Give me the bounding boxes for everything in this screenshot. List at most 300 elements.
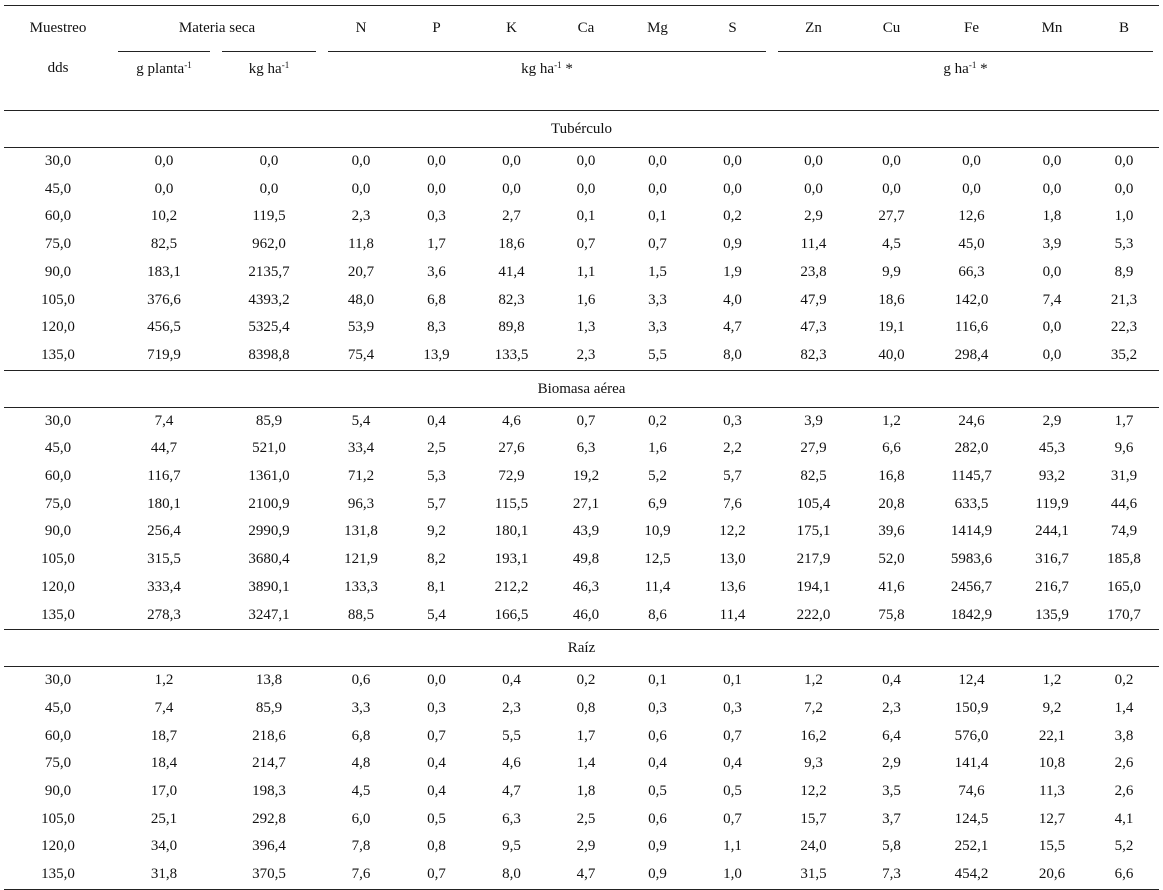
- table-cell: 5,3: [1114, 236, 1134, 253]
- table-cell: 2,3: [576, 346, 596, 363]
- table-cell: 150,9: [954, 699, 989, 716]
- table-cell: 0,0: [648, 153, 667, 169]
- table-cell: 119,5: [252, 208, 286, 225]
- table-cell: 521,0: [252, 440, 286, 457]
- table-cell: 0,7: [723, 810, 742, 827]
- table-cell: 298,4: [954, 346, 989, 363]
- table-cell: 105,0: [41, 810, 75, 827]
- table-cell: 2,9: [882, 755, 901, 772]
- table-cell: 1,6: [648, 440, 667, 457]
- table-cell: 2,9: [1042, 412, 1062, 429]
- table-row: [4, 463, 1159, 491]
- table-cell: 1414,9: [950, 523, 993, 540]
- table-cell: 10,9: [644, 523, 671, 540]
- table-cell: 46,3: [572, 578, 600, 595]
- table-cell: 0,0: [1042, 180, 1062, 197]
- table-cell: 46,0: [572, 606, 600, 623]
- table-cell: 120,0: [41, 578, 75, 595]
- table-cell: 1,8: [1042, 208, 1062, 225]
- table-cell: 105,0: [41, 291, 75, 308]
- table-cell: 0,4: [502, 672, 521, 689]
- table-cell: 19,2: [572, 468, 600, 485]
- table-cell: 0,2: [1114, 672, 1134, 689]
- table-cell: 962,0: [252, 236, 286, 253]
- table-cell: 16,8: [878, 468, 905, 485]
- table-cell: 142,0: [954, 291, 989, 308]
- table-cell: 82,5: [800, 468, 827, 485]
- table-cell: 6,8: [427, 291, 446, 308]
- header-ca: Ca: [550, 6, 622, 51]
- table-row: [4, 342, 1159, 370]
- table-cell: 1,6: [576, 291, 596, 308]
- table-cell: 2,9: [576, 838, 596, 855]
- table-cell: 24,0: [800, 838, 827, 855]
- table-cell: 3,3: [648, 319, 667, 336]
- table-cell: 0,0: [804, 153, 823, 169]
- table-cell: 49,8: [572, 551, 600, 568]
- table-cell: 74,9: [1110, 523, 1138, 540]
- table-cell: 8,1: [427, 578, 446, 595]
- table-cell: 33,4: [347, 440, 375, 457]
- table-row: [4, 407, 1159, 435]
- table-row: [4, 287, 1159, 315]
- table-row: [4, 546, 1159, 574]
- table-cell: 24,6: [958, 412, 985, 429]
- table-cell: 214,7: [252, 755, 286, 772]
- table-cell: 2,6: [1114, 783, 1134, 800]
- table-cell: 133,5: [494, 346, 529, 363]
- table-cell: 11,4: [644, 578, 671, 595]
- table-cell: 18,6: [498, 236, 525, 253]
- header-gap: [4, 86, 1159, 111]
- table-cell: 0,9: [648, 838, 667, 855]
- table-row: [4, 861, 1159, 889]
- table-cell: 3680,4: [248, 551, 290, 568]
- table-cell: 9,6: [1114, 440, 1134, 457]
- table-cell: 4393,2: [248, 291, 290, 308]
- header-b: B: [1089, 6, 1159, 51]
- table-row: [4, 695, 1159, 723]
- table-cell: 6,8: [351, 727, 371, 744]
- table-cell: 0,0: [882, 180, 901, 197]
- table-cell: 180,1: [494, 523, 529, 540]
- section-title: Biomasa aérea: [4, 370, 1159, 407]
- table-cell: 9,2: [1042, 699, 1062, 716]
- table-cell: 6,9: [648, 495, 667, 512]
- table-cell: 0,0: [502, 153, 521, 169]
- table-cell: 0,0: [723, 153, 742, 169]
- table-cell: 633,5: [954, 495, 989, 512]
- table-cell: 454,2: [928, 861, 1015, 889]
- table-cell: 12,5: [644, 551, 671, 568]
- table-cell: 175,1: [796, 523, 831, 540]
- header-fe: Fe: [928, 6, 1015, 51]
- table-cell: 0,9: [622, 861, 693, 889]
- table-cell: 0,3: [723, 412, 742, 429]
- table-cell: 31,5: [772, 861, 855, 889]
- table-cell: 47,9: [800, 291, 827, 308]
- table-cell: 1,0: [1114, 208, 1134, 225]
- header-n: N: [322, 6, 400, 51]
- table-row: [4, 806, 1159, 834]
- table-cell: 8,6: [648, 606, 667, 623]
- table-cell: 4,7: [723, 319, 742, 336]
- table-cell: 0,0: [576, 180, 596, 197]
- table-cell: 21,3: [1110, 291, 1138, 308]
- table-cell: 30,0: [44, 153, 72, 169]
- table-cell: 576,0: [954, 727, 989, 744]
- header-dds: dds: [47, 60, 69, 76]
- table-cell: 212,2: [494, 578, 529, 595]
- table-cell: 216,7: [1035, 578, 1069, 595]
- table-cell: 8,0: [723, 346, 742, 363]
- table-cell: 0,0: [723, 180, 742, 197]
- table-cell: 0,8: [427, 838, 446, 855]
- table-cell: 0,2: [648, 412, 667, 429]
- table-cell: 1,1: [576, 263, 596, 280]
- table-cell: 12,2: [800, 783, 827, 800]
- table-cell: 45,0: [44, 440, 72, 457]
- table-cell: 0,4: [723, 755, 742, 772]
- table-cell: 8,3: [427, 319, 446, 336]
- table-cell: 31,8: [112, 861, 216, 889]
- table-cell: 11,4: [800, 236, 827, 253]
- table-cell: 10,2: [150, 208, 178, 225]
- table-cell: 183,1: [147, 263, 181, 280]
- table-cell: 0,0: [1042, 153, 1062, 169]
- table-cell: 1,2: [882, 412, 901, 429]
- table-cell: 48,0: [347, 291, 375, 308]
- section-header: [4, 111, 1159, 148]
- table-cell: 7,4: [154, 699, 174, 716]
- table-cell: 0,7: [576, 412, 596, 429]
- table-cell: 222,0: [796, 606, 831, 623]
- table-cell: 0,0: [427, 672, 446, 689]
- table-cell: 88,5: [347, 606, 375, 623]
- table-cell: 370,5: [216, 861, 322, 889]
- table-cell: 1145,7: [951, 468, 992, 485]
- table-cell: 1,7: [576, 727, 596, 744]
- header-kg-ha: kg $ha^{-1}$: [216, 50, 322, 86]
- table-cell: 52,0: [878, 551, 905, 568]
- table-cell: 7,6: [322, 861, 400, 889]
- header-row-2: [4, 50, 1159, 86]
- table-cell: 8,0: [473, 861, 550, 889]
- table-cell: 18,7: [150, 727, 178, 744]
- header-materia-seca: Materia seca: [112, 6, 322, 51]
- table-cell: 282,0: [954, 440, 989, 457]
- table-cell: 0,6: [351, 672, 371, 689]
- table-cell: 119,9: [1035, 495, 1069, 512]
- table-cell: 7,8: [351, 838, 371, 855]
- table-cell: 27,1: [572, 495, 600, 512]
- table-cell: 30,0: [44, 672, 72, 689]
- table-cell: 0,0: [882, 153, 901, 169]
- header-mn: Mn: [1015, 6, 1089, 51]
- table-cell: 0,0: [1042, 319, 1062, 336]
- table-cell: 4,0: [723, 291, 742, 308]
- table-cell: 1,2: [154, 672, 174, 689]
- table-row: [4, 231, 1159, 259]
- table-cell: 2456,7: [950, 578, 993, 595]
- table-cell: 19,1: [878, 319, 905, 336]
- table-cell: 5,3: [427, 468, 446, 485]
- table-cell: 0,5: [648, 783, 667, 800]
- table-cell: 0,0: [154, 180, 174, 197]
- table-cell: 0,1: [648, 208, 667, 225]
- table-cell: 456,5: [147, 319, 181, 336]
- table-cell: 35,2: [1110, 346, 1138, 363]
- table-cell: 165,0: [1107, 578, 1141, 595]
- table-cell: 5,2: [648, 468, 667, 485]
- table-cell: 135,9: [1035, 606, 1069, 623]
- table-cell: 135,0: [41, 346, 75, 363]
- table-cell: 0,2: [723, 208, 742, 225]
- header-cu: Cu: [855, 6, 928, 51]
- table-cell: 0,7: [576, 236, 596, 253]
- table-cell: 0,3: [427, 208, 446, 225]
- table-cell: 0,8: [576, 699, 596, 716]
- section-header: [4, 630, 1159, 667]
- table-cell: 9,9: [882, 263, 901, 280]
- table-cell: 3,7: [882, 810, 901, 827]
- table-cell: 3890,1: [248, 578, 290, 595]
- table-cell: 90,0: [44, 263, 72, 280]
- table-cell: 85,9: [255, 699, 283, 716]
- table-cell: 82,3: [498, 291, 525, 308]
- table-cell: 131,8: [344, 523, 378, 540]
- table-cell: 75,0: [44, 755, 72, 772]
- table-cell: 193,1: [494, 551, 529, 568]
- table-cell: 6,6: [1089, 861, 1159, 889]
- table-cell: 2,9: [804, 208, 823, 225]
- table-cell: 96,3: [347, 495, 375, 512]
- table-cell: 6,3: [576, 440, 596, 457]
- table-row: [4, 723, 1159, 751]
- table-cell: 116,6: [954, 319, 989, 336]
- nutrient-table: [4, 5, 1159, 890]
- table-cell: 170,7: [1107, 606, 1141, 623]
- table-cell: 15,5: [1038, 838, 1066, 855]
- table-cell: 30,0: [44, 412, 72, 429]
- table-cell: 27,9: [800, 440, 827, 457]
- table-cell: 9,5: [502, 838, 521, 855]
- table-cell: 5,8: [882, 838, 901, 855]
- table-cell: 15,7: [800, 810, 827, 827]
- table-cell: 20,7: [347, 263, 375, 280]
- table-cell: 6,3: [502, 810, 521, 827]
- table-cell: 45,0: [44, 699, 72, 716]
- header-g-planta: g planta$^{-1}$: [112, 50, 216, 86]
- table-cell: 0,1: [576, 208, 596, 225]
- header-muestreo: Muestreo: [4, 6, 112, 51]
- table-cell: 0,3: [723, 699, 742, 716]
- header-unit-micro: g $ha^{-1}$ *: [772, 50, 1159, 86]
- table-cell: 60,0: [44, 468, 72, 485]
- table-cell: 0,4: [427, 755, 446, 772]
- table-cell: 89,8: [498, 319, 525, 336]
- table-cell: 44,6: [1110, 495, 1138, 512]
- table-cell: 3,3: [648, 291, 667, 308]
- table-cell: 396,4: [252, 838, 286, 855]
- table-cell: 5,7: [723, 468, 742, 485]
- section-title: Raíz: [4, 630, 1159, 667]
- table-cell: 44,7: [150, 440, 178, 457]
- table-cell: 75,8: [878, 606, 905, 623]
- table-cell: 2135,7: [248, 263, 290, 280]
- table-cell: 20,8: [878, 495, 905, 512]
- table-cell: 71,2: [347, 468, 375, 485]
- table-cell: 121,9: [344, 551, 378, 568]
- table-cell: 0,0: [1042, 346, 1062, 363]
- table-cell: 18,4: [150, 755, 178, 772]
- table-cell: 0,5: [723, 783, 742, 800]
- table-cell: 8398,8: [248, 346, 290, 363]
- table-cell: 47,3: [800, 319, 827, 336]
- header-k: K: [473, 6, 550, 51]
- table-cell: 0,0: [154, 153, 174, 169]
- table-cell: 1,4: [576, 755, 596, 772]
- table-cell: 0,0: [1042, 263, 1062, 280]
- table-cell: 5983,6: [950, 551, 993, 568]
- table-cell: 0,7: [648, 236, 667, 253]
- table-cell: 5,4: [427, 606, 446, 623]
- table-cell: 2990,9: [248, 523, 290, 540]
- table-row: [4, 148, 1159, 176]
- table-cell: 2,3: [351, 208, 371, 225]
- table-cell: 4,7: [502, 783, 521, 800]
- table-cell: 0,7: [427, 727, 446, 744]
- table-cell: 0,4: [427, 412, 446, 429]
- table-cell: 0,3: [648, 699, 667, 716]
- table-cell: 9,3: [804, 755, 823, 772]
- table-cell: 11,4: [719, 606, 746, 623]
- table-cell: 6,0: [351, 810, 371, 827]
- table-cell: 0,5: [427, 810, 446, 827]
- table-cell: 0,4: [882, 672, 901, 689]
- table-cell: 2,7: [502, 208, 521, 225]
- table-cell: 12,6: [958, 208, 985, 225]
- header-zn: Zn: [772, 6, 855, 51]
- table-row: [4, 491, 1159, 519]
- table-cell: 120,0: [41, 319, 75, 336]
- table-cell: 75,4: [347, 346, 375, 363]
- table-cell: 16,2: [800, 727, 827, 744]
- table-cell: 135,0: [41, 606, 75, 623]
- table-row: [4, 518, 1159, 546]
- table-cell: 0,0: [962, 180, 981, 197]
- table-cell: 45,3: [1038, 440, 1066, 457]
- table-cell: 12,7: [1038, 810, 1066, 827]
- table-cell: 133,3: [344, 578, 378, 595]
- table-cell: 252,1: [954, 838, 989, 855]
- table-cell: 5,7: [427, 495, 446, 512]
- table-cell: 256,4: [147, 523, 181, 540]
- table-cell: 1,4: [1114, 699, 1134, 716]
- table-cell: 180,1: [147, 495, 181, 512]
- table-cell: 0,4: [427, 783, 446, 800]
- table-cell: 5,5: [502, 727, 521, 744]
- table-cell: 4,6: [502, 412, 521, 429]
- table-cell: 0,6: [648, 727, 667, 744]
- table-cell: 217,9: [796, 551, 831, 568]
- table-cell: 0,0: [351, 180, 371, 197]
- table-cell: 1,0: [693, 861, 772, 889]
- table-cell: 75,0: [44, 236, 72, 253]
- table-cell: 5,5: [648, 346, 667, 363]
- table-cell: 0,0: [259, 180, 279, 197]
- table-cell: 72,9: [498, 468, 525, 485]
- table-cell: 74,6: [958, 783, 985, 800]
- table-cell: 7,6: [723, 495, 742, 512]
- table-cell: 2,3: [882, 699, 901, 716]
- table-cell: 13,6: [719, 578, 746, 595]
- table-cell: 0,6: [648, 810, 667, 827]
- header-s: S: [693, 6, 772, 51]
- table-cell: 0,2: [576, 672, 596, 689]
- table-cell: 17,0: [150, 783, 178, 800]
- table-cell: 315,5: [147, 551, 181, 568]
- table-cell: 4,1: [1114, 810, 1134, 827]
- table-cell: 90,0: [44, 523, 72, 540]
- table-cell: 3247,1: [248, 606, 290, 623]
- table-cell: 9,2: [427, 523, 446, 540]
- table-cell: 60,0: [44, 727, 72, 744]
- table-cell: 2,3: [502, 699, 521, 716]
- table-cell: 185,8: [1107, 551, 1141, 568]
- table-cell: 85,9: [255, 412, 283, 429]
- table-cell: 1,2: [804, 672, 823, 689]
- table-cell: 116,7: [147, 468, 181, 485]
- table-cell: 0,7: [723, 727, 742, 744]
- table-cell: 25,1: [150, 810, 178, 827]
- table-cell: 0,0: [259, 153, 279, 169]
- table-cell: 23,8: [800, 263, 827, 280]
- table-cell: 1842,9: [950, 606, 993, 623]
- table-cell: 31,9: [1110, 468, 1138, 485]
- table-cell: 376,6: [147, 291, 181, 308]
- table-cell: 7,2: [804, 699, 823, 716]
- section-title: Tubérculo: [4, 111, 1159, 148]
- table-cell: 13,0: [719, 551, 746, 568]
- table-cell: 12,2: [719, 523, 746, 540]
- table-cell: 82,3: [800, 346, 827, 363]
- table-cell: 93,2: [1038, 468, 1066, 485]
- table-cell: 124,5: [954, 810, 989, 827]
- table-row: [4, 203, 1159, 231]
- table-row: [4, 667, 1159, 695]
- header-p: P: [400, 6, 473, 51]
- table-cell: 0,0: [1114, 180, 1134, 197]
- table-cell: 166,5: [494, 606, 529, 623]
- table-cell: 0,3: [427, 699, 446, 716]
- table-cell: 20,6: [1015, 861, 1089, 889]
- table-cell: 22,3: [1110, 319, 1138, 336]
- table-cell: 3,9: [804, 412, 823, 429]
- table-cell: 1,8: [576, 783, 596, 800]
- table-cell: 719,9: [147, 346, 181, 363]
- table-cell: 0,0: [576, 153, 596, 169]
- table-cell: 13,8: [255, 672, 283, 689]
- table-row: [4, 602, 1159, 630]
- table-cell: 0,9: [723, 236, 742, 253]
- table-cell: 1,3: [576, 319, 596, 336]
- table-cell: 8,2: [427, 551, 446, 568]
- table-row: [4, 259, 1159, 287]
- table-cell: 333,4: [147, 578, 181, 595]
- table-cell: 7,4: [154, 412, 174, 429]
- table-cell: 34,0: [150, 838, 178, 855]
